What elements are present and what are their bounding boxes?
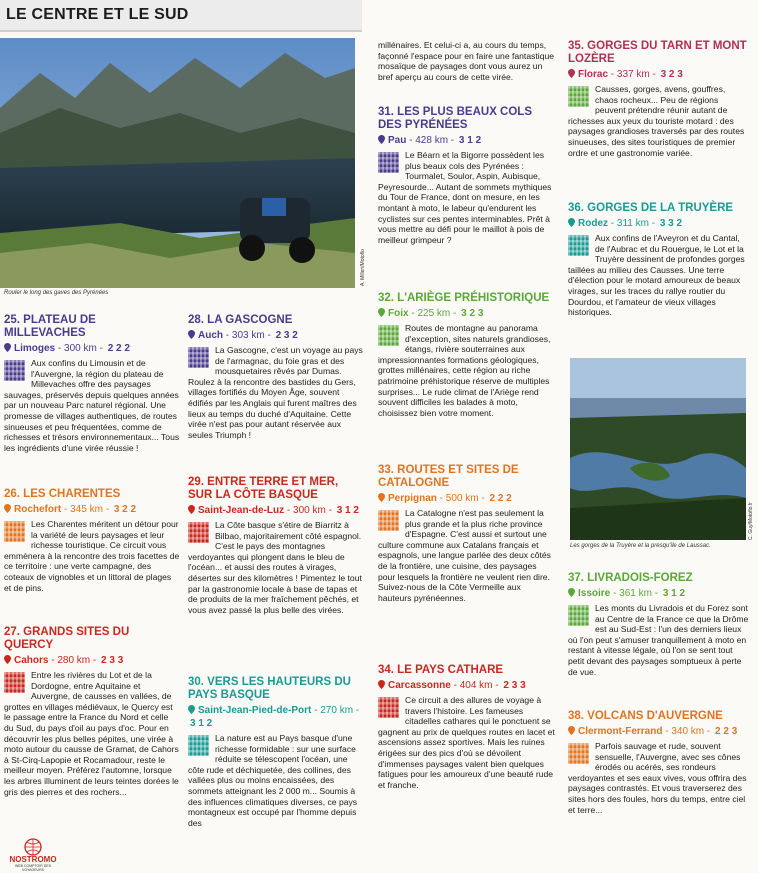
article-meta: [568, 68, 750, 81]
distance: - 303 km -: [223, 330, 274, 341]
start-city: Florac: [578, 69, 609, 80]
article-meta: [4, 503, 180, 516]
ratings: 3 2 3: [660, 69, 683, 80]
ratings: 3 1 2: [458, 135, 482, 146]
qr-code[interactable]: [378, 697, 399, 718]
gorges-river-image: [570, 358, 746, 540]
article-text: Aux confins du Limousin et de l'Auvergne, la région du plateau de Millevaches offre des paysages sauvages, préservés depuis quelques années par un nouveau Parc naturel régional. Une promesse de villages authentiques, de routes sinueuses et peu fréquentées, comme de richesses et trésors environnementaux... Tous les ingrédients d'une virée réussie !: [4, 358, 180, 453]
article-body: [568, 741, 750, 815]
qr-code[interactable]: [568, 605, 589, 626]
ratings: 2 2 2: [489, 493, 512, 504]
ratings: 3 1 2: [336, 505, 359, 516]
article-text: La Côte basque s'étire de Biarritz à Bilbao, majoritairement côté espagnol. C'est le pays des montagnes verdoyantes qui plongent dans le bleu de l'océan... et aussi des routes à virages, désertes sur des kilomètres ! Pimentez le tout par la gastronomie locale à base de tapas et de produits de la mer fraîchement pêchés, et vous avez passé la plus belle des virées.: [188, 520, 362, 615]
article-text: millénaires. Et celui-ci a, au cours du temps, façonné l'espace pour en faire une fantastique mosaïque de paysages dont vous aurez un bref aperçu au cours de cette virée.: [378, 40, 555, 82]
ratings: 2 3 3: [503, 680, 526, 691]
article-body: [188, 345, 364, 440]
article-body: [4, 670, 180, 797]
article-37: [568, 572, 750, 677]
qr-code[interactable]: [188, 522, 209, 543]
article-text: Entre les rivières du Lot et de la Dordogne, entre Aquitaine et Auvergne, de causses en vallées, de grottes en villages médiévaux, le Quercy est le passage entre la France du Nord et celle du Sud, du pays d'oil au pays d'oc. Pour en découvrir les plus belles pépites, une virée à moto autour du causse de Gramat, de Cahors à St-Cirq-Lapopie et Rocamadour, reste le meilleur moyen. Préférez l'automne, lorsque les arbres illuminent de leurs teintes dorées le gris des pierres et des rochers...: [4, 670, 179, 797]
start-city: Saint-Jean-Pied-de-Port: [198, 705, 312, 716]
location-pin-icon: [568, 726, 575, 735]
article-34: [378, 664, 556, 790]
location-pin-icon: [568, 218, 575, 227]
distance: - 337 km -: [608, 69, 659, 80]
article-body: [378, 323, 556, 418]
article-text: Les monts du Livradois et du Forez sont au Centre de la France ce que la Drôme est au Sud-Est : l'un des derniers lieux où l'on peut s'amuser tranquillement à moto en restant à vitesse légale, où l'on se sent tout petit devant des paysages somptueux à perte de vue.: [568, 603, 749, 677]
qr-code[interactable]: [568, 743, 589, 764]
qr-code[interactable]: [4, 360, 25, 381]
article-33: [378, 464, 556, 603]
article-35: [568, 40, 750, 158]
location-pin-icon: [188, 330, 195, 339]
article-body: [4, 358, 180, 453]
article-meta: [188, 704, 364, 730]
start-city: Perpignan: [388, 493, 437, 504]
ratings: 3 2 3: [461, 308, 484, 319]
distance: - 404 km -: [450, 680, 502, 691]
location-pin-icon: [188, 705, 195, 714]
nostromo-logo[interactable]: [4, 838, 62, 872]
start-city: Auch: [198, 330, 223, 341]
article-title: 27. GRANDS SITES DU QUERCY: [4, 626, 130, 651]
article-text: Parfois sauvage et rude, souvent sensuelle, l'Auvergne, avec ses cônes érodés ou acérés, ses rondeurs verdoyantes et ses eaux vives, vous offrira des paysages contrastés. Et vous traverserez des sites hors des foules, hors du temps, entre ciel et terre...: [568, 741, 747, 815]
distance: - 500 km -: [436, 493, 488, 504]
location-pin-icon: [378, 135, 385, 144]
distance: - 311 km -: [608, 218, 658, 229]
location-pin-icon: [188, 505, 195, 514]
location-pin-icon: [4, 343, 11, 352]
article-text: La Gascogne, c'est un voyage au pays de l'armagnac, du foie gras et des mousquetaires rêvés par Dumas. Roulez à la rencontre des bastides du Gers, villages fortifiés du Moyen Âge, souvent édifiés par les Anglais qui furent maîtres des lieux au temps du duché d'Aquitaine. Cette virée n'est pas pour autant réservée aux seules Triumph !: [188, 345, 363, 440]
location-pin-icon: [568, 588, 575, 597]
ratings: 2 3 2: [275, 330, 298, 341]
article-body: [568, 233, 750, 318]
article-title: 35. GORGES DU TARN ET MONT LOZÈRE: [568, 40, 747, 65]
article-title: 26. LES CHARENTES: [4, 488, 121, 500]
qr-code[interactable]: [188, 735, 209, 756]
article-body: [188, 520, 364, 615]
article-meta: [4, 654, 180, 667]
location-pin-icon: [4, 504, 11, 513]
start-city: Cahors: [14, 655, 49, 666]
article-30-continued: [378, 40, 556, 82]
article-30: [188, 676, 364, 828]
article-27: [4, 626, 180, 797]
photo-truyere-caption: Les gorges de la Truyère et la presqu'île de Laussac.: [570, 543, 711, 549]
article-text: Aux confins de l'Aveyron et du Cantal, de l'Aubrac et du Rouergue, le Lot et la Truyère dessinent de profondes gorges taillées au milieu des Causses. Une terre d'élection pour le motard amoureux de beaux virages, sur les traces du rallye routier du Dourdou, et l'amateur de vieux villages historiques.: [568, 233, 745, 318]
qr-code[interactable]: [378, 325, 399, 346]
start-city: Rochefort: [14, 504, 62, 515]
article-28: [188, 314, 364, 440]
article-title: 34. LE PAYS CATHARE: [378, 664, 504, 676]
article-title: 36. GORGES DE LA TRUYÈRE: [568, 202, 734, 214]
article-title: 33. ROUTES ET SITES DE CATALOGNE: [378, 464, 519, 489]
distance: - 225 km -: [408, 308, 460, 319]
qr-code[interactable]: [378, 510, 399, 531]
article-body: [568, 603, 750, 677]
article-text: Ce circuit a des allures de voyage à travers l'histoire. Les fameuses citadelles cathares qui le ponctuent se gagnent au prix de quelques routes en lacet et ascensions assez sportives. Mais les ruines érigées sur des pics d'où se dévoilent d'immenses paysages valent bien quelques fatigues pour les amoureux d'une beauté rude et franche.: [378, 695, 555, 790]
distance: - 340 km -: [662, 726, 714, 737]
article-body: [378, 508, 556, 603]
article-text: La Catalogne n'est pas seulement la plus grande et la plus riche province d'Espagne. C'est aussi et surtout une culture commune aux Catalans français et espagnols, une langue parlée des deux côtés de la frontière, une cuisine, des paysages pour lesquels la frontière ne veulent rien dire. Suivez-nous de la Côte Vermeille aux hauteurs pyrénéennes.: [378, 508, 551, 603]
article-meta: [188, 504, 364, 517]
qr-code[interactable]: [4, 672, 25, 693]
article-title: 25. PLATEAU DE MILLEVACHES: [4, 314, 96, 339]
article-title: 37. LIVRADOIS-FOREZ: [568, 572, 693, 584]
article-meta: [568, 587, 750, 600]
start-city: Carcassonne: [388, 680, 451, 691]
distance: - 280 km -: [48, 655, 100, 666]
ratings: 2 2 3: [715, 726, 738, 737]
article-text: Les Charentes méritent un détour pour la variété de leurs paysages et leur richesse touristique. Ce circuit vous emmènera à la rencontre des trois facettes de ce territoire : une verte campagne, des coteaux de vignobles et un littoral de plages et de pins.: [4, 519, 180, 593]
photo-truyere-credit: C. Guy/Motoflo.fr: [748, 502, 754, 540]
start-city: Issoire: [578, 588, 611, 599]
qr-code[interactable]: [568, 235, 589, 256]
article-title: 29. ENTRE TERRE ET MER, SUR LA CÔTE BASQUE: [188, 476, 339, 501]
article-body: [188, 733, 364, 828]
article-title: 32. L'ARIÈGE PRÉHISTORIQUE: [378, 292, 550, 304]
distance: - 300 km -: [55, 343, 106, 354]
qr-code[interactable]: [568, 86, 589, 107]
start-city: Foix: [388, 308, 409, 319]
article-25: [4, 314, 180, 453]
photo-pyrenees-credit: A. Milleri/Motoflo: [360, 249, 366, 286]
ratings: 2 3 3: [101, 655, 124, 666]
article-meta: [378, 307, 556, 320]
article-text: Routes de montagne au panorama d'exception, sites naturels grandioses, étangs, rivière souterraines aux impressionnantes formations géologiques, grottes millénaires, cette région au riche patrimoine préhistorique réserve de multiples surprises... Le rude climat de l'Ariège rend souvent difficiles les balades à moto, choisissez bien votre moment.: [378, 323, 551, 418]
qr-code[interactable]: [188, 347, 209, 368]
logo-subtitle: WEB COMPTOIR DES VOYAGEURS: [15, 864, 51, 872]
article-text: La nature est au Pays basque d'une richesse formidable : sur une surface réduite se télescopent l'océan, une côte rude et déchiquetée, des collines, des vallées plus ou moins encaissées, des sommets atteignant les 2 000 m... Soumis à des influences climatiques diverses, ce pays montagneux est occupé par l'homme depuis des: [188, 733, 358, 828]
photo-pyrenees-caption: Rouler le long des gaves des Pyrénées: [4, 290, 109, 296]
article-29: [188, 476, 364, 615]
article-meta: [568, 217, 750, 230]
start-city: Saint-Jean-de-Luz: [198, 505, 285, 516]
logo-name: NOSTROMO: [9, 855, 57, 864]
article-meta: [188, 329, 364, 342]
photo-pyrenees: [0, 38, 355, 288]
start-city: Pau: [388, 135, 407, 146]
qr-code[interactable]: [4, 521, 25, 542]
ratings: 3 2 2: [113, 504, 137, 515]
article-36: [568, 202, 750, 318]
distance: - 361 km -: [610, 588, 661, 599]
article-meta: [378, 134, 556, 147]
start-city: Rodez: [578, 218, 608, 229]
article-38: [568, 710, 750, 815]
article-meta: [378, 492, 556, 505]
ratings: 2 2 2: [107, 343, 130, 354]
distance: - 270 km -: [311, 705, 360, 716]
article-title: 30. VERS LES HAUTEURS DU PAYS BASQUE: [188, 676, 351, 701]
lake-mountains-image: [0, 38, 355, 288]
article-title: 38. VOLCANS D'AUVERGNE: [568, 710, 723, 722]
article-text: Causses, gorges, avens, gouffres, chaos rocheux... Peu de régions peuvent prétendre réunir autant de richesses aux yeux du touriste motard : des paysages grandioses traversés par des routes sinueuses, des sites touristiques de premier ordre et une gastronomie variée.: [568, 84, 745, 158]
article-31: [378, 106, 556, 245]
article-body: [378, 150, 556, 245]
location-pin-icon: [4, 655, 11, 664]
start-city: Limoges: [14, 343, 56, 354]
article-title: 31. LES PLUS BEAUX COLS DES PYRÉNÉES: [378, 106, 533, 131]
article-body: [378, 40, 556, 82]
article-meta: [568, 725, 750, 738]
section-header: [0, 0, 362, 32]
ratings: 3 1 2: [190, 718, 213, 729]
article-text: Le Béarn et la Bigorre possèdent les plus beaux cols des Pyrénées : Tourmalet, Soulor, Aspin, Aubisque, Peyresourde... Autant de sommets mythiques du Tour de France, dont on mesure, en les montant à moto, le labeur qu'endurent les cyclistes sur ces pentes interminables. Prêt à vous mettre au défi pour le maillot à pois de meilleur grimpeur ?: [378, 150, 552, 245]
distance: - 428 km -: [406, 135, 457, 146]
location-pin-icon: [568, 69, 575, 78]
ratings: 3 1 2: [662, 588, 686, 599]
start-city: Clermont-Ferrand: [578, 726, 663, 737]
location-pin-icon: [378, 680, 385, 689]
article-meta: [4, 342, 180, 355]
article-body: [4, 519, 180, 593]
location-pin-icon: [378, 308, 385, 317]
article-title: 28. LA GASCOGNE: [188, 314, 293, 326]
section-title: LE CENTRE ET LE SUD: [6, 6, 189, 23]
article-32: [378, 292, 556, 418]
qr-code[interactable]: [378, 152, 399, 173]
distance: - 300 km -: [284, 505, 335, 516]
article-body: [568, 84, 750, 158]
ratings: 3 3 2: [659, 218, 683, 229]
article-body: [378, 695, 556, 790]
location-pin-icon: [378, 493, 385, 502]
photo-truyere: [570, 358, 746, 540]
distance: - 345 km -: [61, 504, 112, 515]
article-26: [4, 488, 180, 593]
article-meta: [378, 679, 556, 692]
